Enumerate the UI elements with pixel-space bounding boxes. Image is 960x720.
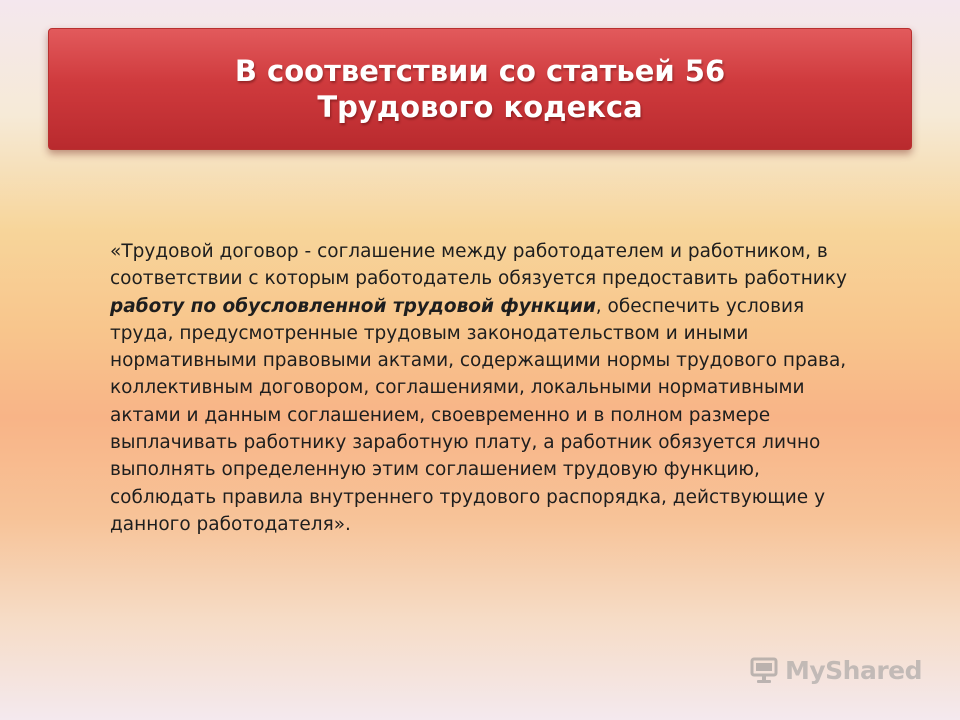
myshared-watermark bbox=[749, 655, 922, 685]
slide-title-line-2: Трудового кодекса bbox=[317, 90, 643, 124]
slide-title-box bbox=[48, 28, 912, 150]
body-text-part-1: «Трудовой договор - соглашение между работодателем и работником, в соответствии с которым работодатель обязуется предоставить работнику bbox=[110, 241, 847, 290]
body-text-emphasis: работу по обусловленной трудовой функции bbox=[110, 295, 596, 317]
body-text-part-2: , обеспечить условия труда, предусмотренные трудовым законодательством и иными нормативными правовыми актами, содержащими нормы трудового права, коллективным договором, соглашениями, локальными нормативными актами и данным соглашением, своевременно и в полном размере выплачивать работнику заработную плату, а работник обязуется лично выполнять определенную этим соглашением трудовую функцию, соблюдать правила внутреннего трудового распорядка, действующие у данного работодателя». bbox=[110, 295, 847, 535]
myshared-watermark-text: MyShared bbox=[784, 655, 922, 685]
slide-title-line-1: В соответствии со статьей 56 bbox=[234, 54, 726, 88]
myshared-logo-icon bbox=[749, 655, 779, 685]
slide-body-text bbox=[110, 238, 855, 538]
